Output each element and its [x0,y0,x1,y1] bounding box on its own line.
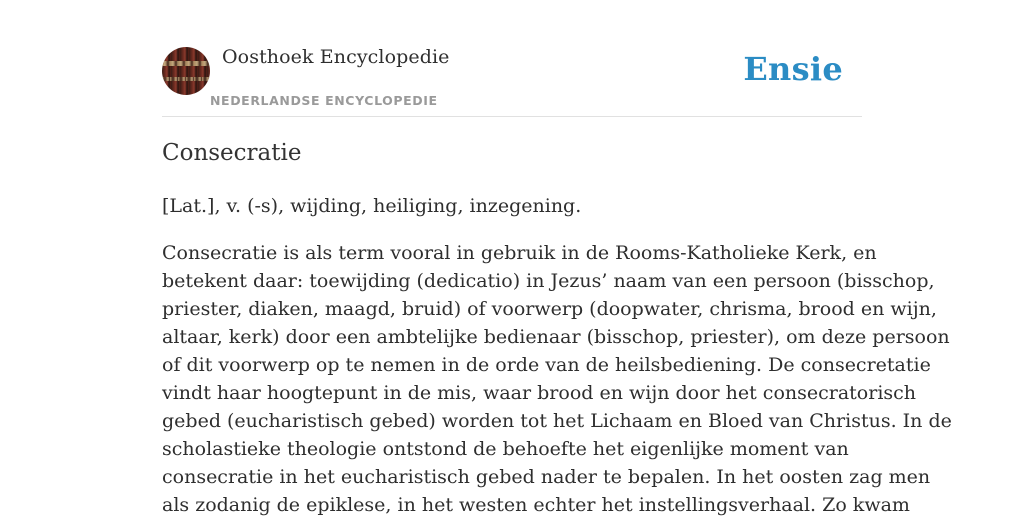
body-line: vindt haar hoogtepunt in de mis, waar brood en wijn door het consecratorisch [162,382,917,404]
site-subtitle: NEDERLANDSE ENCYCLOPEDIE [210,93,438,108]
body-line: Consecratie is als term vooral in gebruik in de Rooms-Katholieke Kerk, en [162,242,877,264]
site-title[interactable]: Oosthoek Encyclopedie [222,46,450,68]
body-line: priester, diaken, maagd, bruid) of voorwerp (doopwater, chrisma, brood en wijn, [162,298,937,320]
body-line: altaar, kerk) door een ambtelijke bedienaar (bisschop, priester), om deze persoon [162,326,950,348]
page-title: Consecratie [162,140,302,166]
site-avatar[interactable] [162,47,210,95]
body-line: scholastieke theologie ontstond de behoefte het eigenlijke moment van [162,438,849,460]
body-line: als zodanig de epiklese, in het westen echter het instellingsverhaal. Zo kwam [162,494,910,516]
body-line: consecratie in het eucharistisch gebed nader te bepalen. In het oosten zag men [162,466,931,488]
article-body [162,239,952,519]
ensie-logo[interactable]: Ensie [743,50,843,88]
body-line: of dit voorwerp op te nemen in de orde van de heilsbediening. De consecretatie [162,354,931,376]
body-line: betekent daar: toewijding (dedicatio) in Jezus’ naam van een persoon (bisschop, [162,270,935,292]
definition-lead: [Lat.], v. (-s), wijding, heiliging, inzegening. [162,195,582,217]
body-line: gebed (eucharistisch gebed) worden tot het Lichaam en Bloed van Christus. In de [162,410,952,432]
site-header [162,44,862,117]
